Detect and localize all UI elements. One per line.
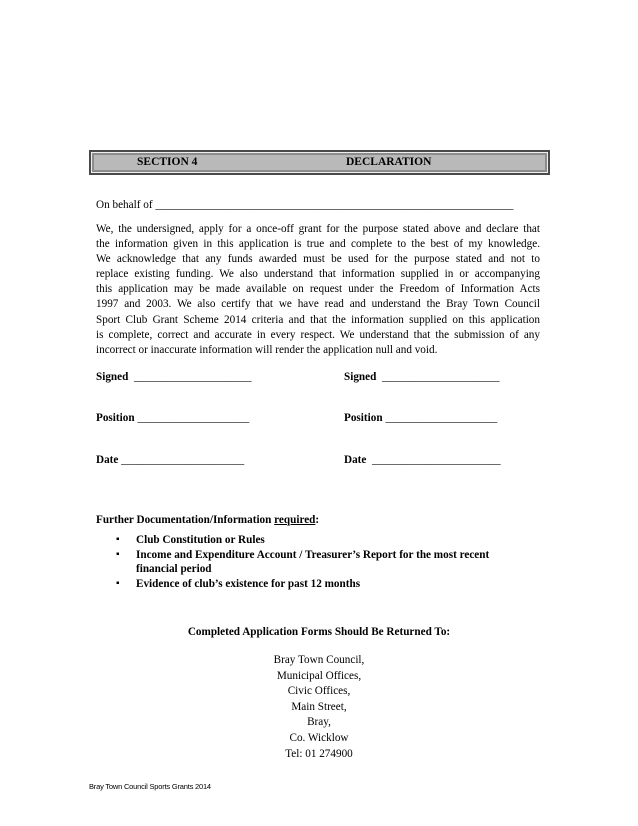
date-label: Date — [344, 454, 367, 466]
position-line: ____________________ — [137, 412, 250, 424]
date-line: _______________________ — [371, 454, 501, 466]
required-emphasis: required — [274, 514, 316, 526]
position-line: ____________________ — [385, 412, 498, 424]
declaration-line: We acknowledge that any funds awarded must be used for the purpose stated and not to — [96, 253, 540, 266]
section-header-bar — [89, 150, 550, 175]
bullet-icon: ▪ — [116, 577, 120, 589]
date-line: ______________________ — [121, 454, 245, 466]
bullet-icon: ▪ — [116, 534, 120, 545]
address-line: Bray, — [307, 716, 331, 729]
list-item — [116, 577, 536, 592]
address-line: Bray Town Council, — [273, 654, 365, 666]
list-item — [116, 533, 536, 548]
address-line: Municipal Offices, — [276, 669, 362, 682]
heading-colon: : — [315, 514, 320, 526]
declaration-line: We, the undersigned, apply for a once-off grant for the purpose stated above and declare that — [96, 223, 540, 235]
signed-label: Signed — [344, 371, 377, 383]
further-docs-heading — [96, 513, 319, 528]
address-line: Civic Offices, — [287, 685, 351, 698]
address-line: Tel: 01 274900 — [285, 747, 353, 760]
declaration-line: the information given in this application is true and complete to the best of my knowledge. — [96, 238, 540, 251]
list-item-text: Evidence of club’s existence for past 12 months — [136, 577, 361, 590]
page-footer: Bray Town Council Sports Grants 2014 — [89, 782, 211, 791]
list-item-text: financial period — [136, 563, 212, 576]
signed-field-left[interactable] — [96, 371, 251, 383]
address-line: Co. Wicklow — [289, 731, 349, 744]
return-heading: Completed Application Forms Should Be Returned To: — [187, 626, 451, 638]
declaration-line: Sport Club Grant Scheme 2014 criteria and that the information supplied on this application — [96, 313, 540, 326]
further-docs-heading-text: Further Documentation/Information — [96, 514, 275, 526]
section-title: DECLARATION — [346, 156, 432, 168]
list-item-continuation — [116, 562, 536, 577]
signed-line: _____________________ — [133, 371, 252, 383]
position-label: Position — [96, 412, 135, 424]
declaration-line: replace existing funding. We also understand that information supplied in or accompanying — [96, 268, 540, 281]
signed-line: _____________________ — [381, 371, 500, 383]
declaration-line: 1997 and 2003. We also certify that we have read and understand the Bray Town Council — [96, 298, 540, 311]
signed-field-right[interactable] — [344, 371, 499, 383]
position-field-right[interactable] — [344, 412, 497, 424]
list-item-text: Income and Expenditure Account / Treasurer’s Report for the most recent — [136, 548, 490, 561]
list-item-text: Club Constitution or Rules — [136, 534, 265, 546]
date-label: Date — [96, 454, 119, 466]
declaration-line: is complete, correct and accurate in every respect. We understand that the submission of any — [96, 328, 540, 341]
on-behalf-of-line: On behalf of ________________________________________________________________ — [96, 199, 514, 211]
address-line: Main Street, — [291, 700, 347, 713]
position-label: Position — [344, 412, 383, 424]
declaration-paragraph — [96, 222, 540, 358]
documents-list — [116, 533, 536, 591]
list-item — [116, 548, 536, 563]
declaration-line: this application may be made available on request under the Freedom of Information Acts — [96, 283, 540, 296]
section-number: SECTION 4 — [137, 156, 198, 168]
declaration-line: incorrect or inaccurate information will render the application null and void. — [96, 343, 438, 356]
signed-label: Signed — [96, 371, 129, 383]
return-address — [200, 653, 438, 762]
date-field-right[interactable] — [344, 454, 501, 466]
position-field-left[interactable] — [96, 412, 249, 424]
bullet-icon: ▪ — [116, 548, 120, 560]
date-field-left[interactable] — [96, 454, 244, 466]
